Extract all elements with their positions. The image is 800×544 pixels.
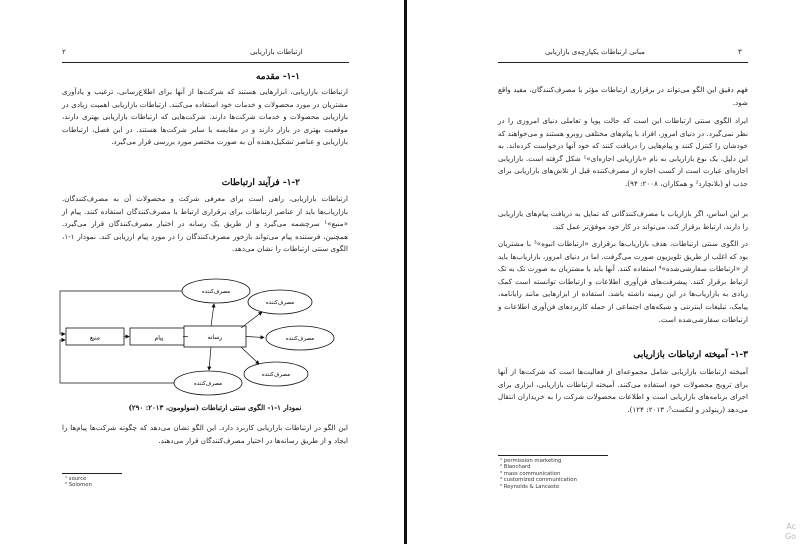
footnote: ¹ permission marketing [500,458,562,464]
footnote: ¹ source [65,476,87,482]
communication-model-diagram [56,268,356,400]
left-running-head: ارتباطات بازاریابی [250,48,303,56]
right-running-head: مبانی ارتباطات یکپارچه‌ی بازاریابی [545,48,645,56]
consumer-label-upper-right: مصرف‌کننده [265,300,295,306]
right-paragraph-1: فهم دقیق این الگو می‌تواند در برقراری ارتباطات مؤثر با مصرف‌کنندگان، مفید واقع شود. [498,85,748,107]
footnote: ³ mass communication [500,470,561,477]
footnote: ² Blanchard [500,464,531,471]
consumer-label-lower-right: مصرف‌کننده [261,372,291,378]
mix-paragraph: آمیخته ارتباطات بازاریابی شامل مجموعه‌ای از فعالیت‌ها است که شرکت‌ها از آنها برای ترویج محصولات خود استفاده می‌کنند. آمیخته ارتباطات بازاریابی، ابزاری برای اجرای برنامه‌های بازاریابی است و اطلاعات محصولات شرکت را به خریداران انتقال می‌دهد (رینولدز و لنکست⁵، ۲۰۱۳: ۱۲۴). [498,367,748,414]
message-label: پیام [154,334,164,342]
media-label: رسانه [207,334,223,341]
section-process-title: ۱-۲- فرآیند ارتباطات [221,178,300,188]
feedback-loop-top [60,291,182,334]
right-paragraph-4: در الگوی سنتی ارتباطات، هدف بازاریاب‌ها برقراری «ارتباطات انبوه»³ با مشتریان بود که اغلب از طریق تلویزیون صورت می‌گرفت. اما در دنیای امروز، بازاریاب‌ها باید از «ارتباطات سفارشی‌شده»⁴ استفاده کنند. آنها باید با مشتریان به صورت تک به تک ارتباط برقرار کنند. پیشرفت‌های فن‌آوری اطلاعات و ارتباطات توانسته است کمک زیادی به بازاریاب‌ها در این زمینه داشته باشد. استفاده از ابزارهایی مانند رایانامه، پیامک، تبلیغات اینترنتی و شبکه‌های اجتماعی از جمله کاربردهای فن‌آوری اطلاعات و ارتباطات سفارشی‌شده است. [498,239,749,324]
right-paragraph-2: ایراد الگوی سنتی ارتباطات این است که حالت پویا و تعاملی دنیای امروزی را در نظر نمی‌گیرد. در دنیای امروز، افراد با پیام‌های مختلفی روبرو هستند و می‌خواهند که خودشان را کنترل کنند و پیام‌هایی را دریافت کنند که خود آنها درخواست کرده‌اند. به این دلیل، یک نوع بازاریابی به نام «بازاریابی اجازه‌ای»¹ شکل گرفته است. بازاریابی اجازه‌ای عبارت است از کسب اجازه از مصرف‌کننده قبل از تلاش‌های بازاریابی برای جذب او (بلانچارد² و همکاران، ۲۰۰۸: ۹۴). [498,116,749,188]
footnote: ⁴ customized communication [500,477,577,484]
left-head-rule [62,62,349,63]
right-page-number: ۳ [738,48,742,56]
right-head-rule [498,62,748,63]
arrow-to-consumer-top [211,304,214,326]
watermark-line-1: Ac [786,522,796,531]
intro-paragraph: ارتباطات بازاریابی، ابزارهایی هستند که شرکت‌ها از آنها برای اطلاع‌رسانی، ترغیب و یادآوری مشتریان در مورد محصولات و خدمات خود استفاده می‌کنند. ارتباطات بازاریابی اهمیت زیادی در بازاریابی محصولات و خدمات شرکت‌ها دارند. شرکت‌هایی که ارتباطات بازاریابی بهتری دارند، موقعیت بهتری در بازار دارند و در مقایسه با سایر شرکت‌ها هستند. در این فصل، ارتباطات بازاریابی و عناصر تشکیل‌دهنده آن به صورت مختصر مورد بررسی قرار می‌گیرد. [62,87,348,147]
consumer-label-bottom: مصرف‌کننده [193,381,223,387]
footnote: ² Solomon [65,482,92,489]
consumer-label-top: مصرف‌کننده [201,289,231,295]
watermark-line-2: Go [784,532,796,541]
figure-caption: نمودار ۱-۱- الگوی سنتی ارتباطات (سولومون، ۲۰۱۳: ۲۹۰) [128,403,302,412]
arrow-to-consumer-lower-right [241,347,259,364]
footnote: ⁵ Reynolds & Lancaste [500,483,560,490]
feedback-loop-bottom [60,340,174,383]
section-mix-title: ۱-۳- آمیخته ارتباطات بازاریابی [633,350,748,360]
arrow-to-consumer-upper-right [241,312,262,328]
left-footnote-rule [62,473,122,474]
after-figure-paragraph: این الگو در ارتباطات بازاریابی کاربرد دارد. این الگو نشان می‌دهد که چگونه شرکت‌ها پیام‌ها را ایجاد و از طریق رسانه‌ها در اختیار مصرف‌کنندگان قرار می‌دهند. [62,423,348,445]
arrow-to-consumer-right [246,337,264,338]
arrow-to-consumer-bottom [209,347,211,370]
right-paragraph-3: بر این اساس، اگر بازاریاب با مصرف‌کنندگانی که تمایل به دریافت پیام‌های بازاریابی را دارند، ارتباط برقرار کند، می‌تواند در کار خود موفق‌تر عمل کند. [498,209,748,231]
consumer-label-right: مصرف‌کننده [285,336,315,342]
right-footnotes [500,458,577,490]
section-intro-title: ۱-۱- مقدمه [255,72,300,82]
right-footnote-rule [498,455,608,456]
left-footnotes [65,476,92,489]
left-page-number: ۲ [62,48,66,56]
source-label: منبع [89,334,101,342]
process-paragraph: ارتباطات بازاریابی، راهی است برای معرفی شرکت و محصولات آن به مصرف‌کنندگان. بازاریاب‌ها باید از عناصر ارتباطات برای برقراری ارتباط با مصرف‌کنندگان استفاده کنند. پیام از «منبع»¹ سرچشمه می‌گیرد و از طریق یک رسانه در اختیار مصرف‌کنندگان قرار می‌گیرد. همچنین، فرستنده پیام می‌تواند بازخور مصرف‌کنندگان را در مورد پیام ارزیابی کند. نمودار ۱-۱، الگوی سنتی ارتباطات را نشان می‌دهد. [62,194,348,254]
